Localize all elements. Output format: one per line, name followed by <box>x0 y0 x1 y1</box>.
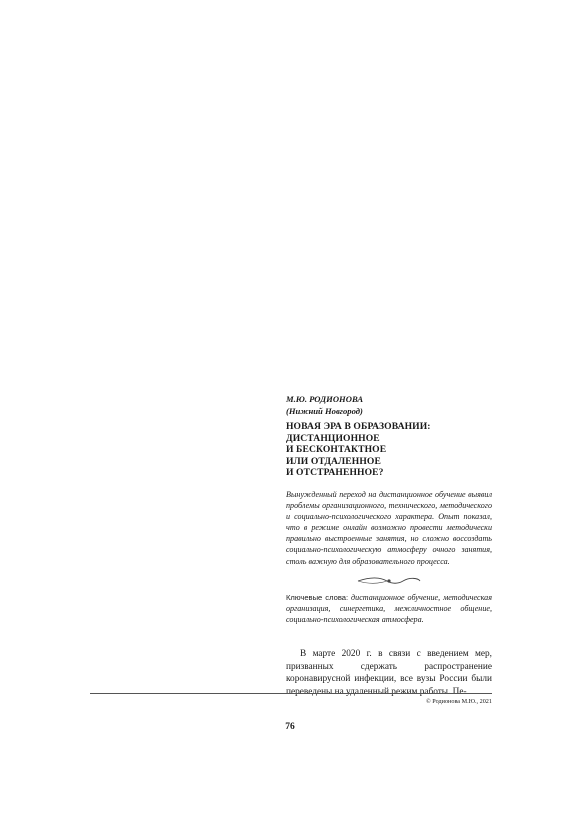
title-line: ДИСТАНЦИОННОЕ <box>286 432 380 444</box>
title-line: НОВАЯ ЭРА В ОБРАЗОВАНИИ: <box>286 421 431 432</box>
body-paragraph: В марте 2020 г. в связи с введением мер, призванных сдержать распространение коронавирусной инфекции, все вузы России были переведены на удаленный режим работы. Пе- <box>286 649 492 697</box>
title-line: ИЛИ ОТДАЛЕННОЕ <box>286 455 381 467</box>
copyright-note: © Родионова М.Ю., 2021 <box>426 698 492 705</box>
title-line: И БЕСКОНТАКТНОЕ <box>286 444 387 456</box>
keywords-text: дистанционное обучение, методическая организация, синергетика, межличностное общение, социально-психологическая атмосфера. <box>286 593 492 625</box>
author-city: (Нижний Новгород) <box>286 405 363 416</box>
author-name: М.Ю. РОДИОНОВА <box>286 394 364 404</box>
ornament-divider-icon <box>356 576 422 586</box>
title-line: И ОТСТРАНЕННОЕ? <box>286 467 384 479</box>
footnote-rule <box>90 693 492 694</box>
abstract: Вынужденный переход на дистанционное обучение выявил проблемы организационного, технического, методического и социально-психологического характера. Опыт показал, что в режиме онлайн возможно провести методически правильно выстроенные занятия, но сложно воссоздать социально-психологическую атмосферу очного занятия, столь важную для образовательного процесса. <box>286 490 492 566</box>
keywords-label: Ключевые слова: <box>286 593 349 602</box>
article-title <box>286 421 492 479</box>
page-number: 76 <box>285 722 295 732</box>
keywords <box>286 592 492 625</box>
author-block <box>286 394 492 417</box>
